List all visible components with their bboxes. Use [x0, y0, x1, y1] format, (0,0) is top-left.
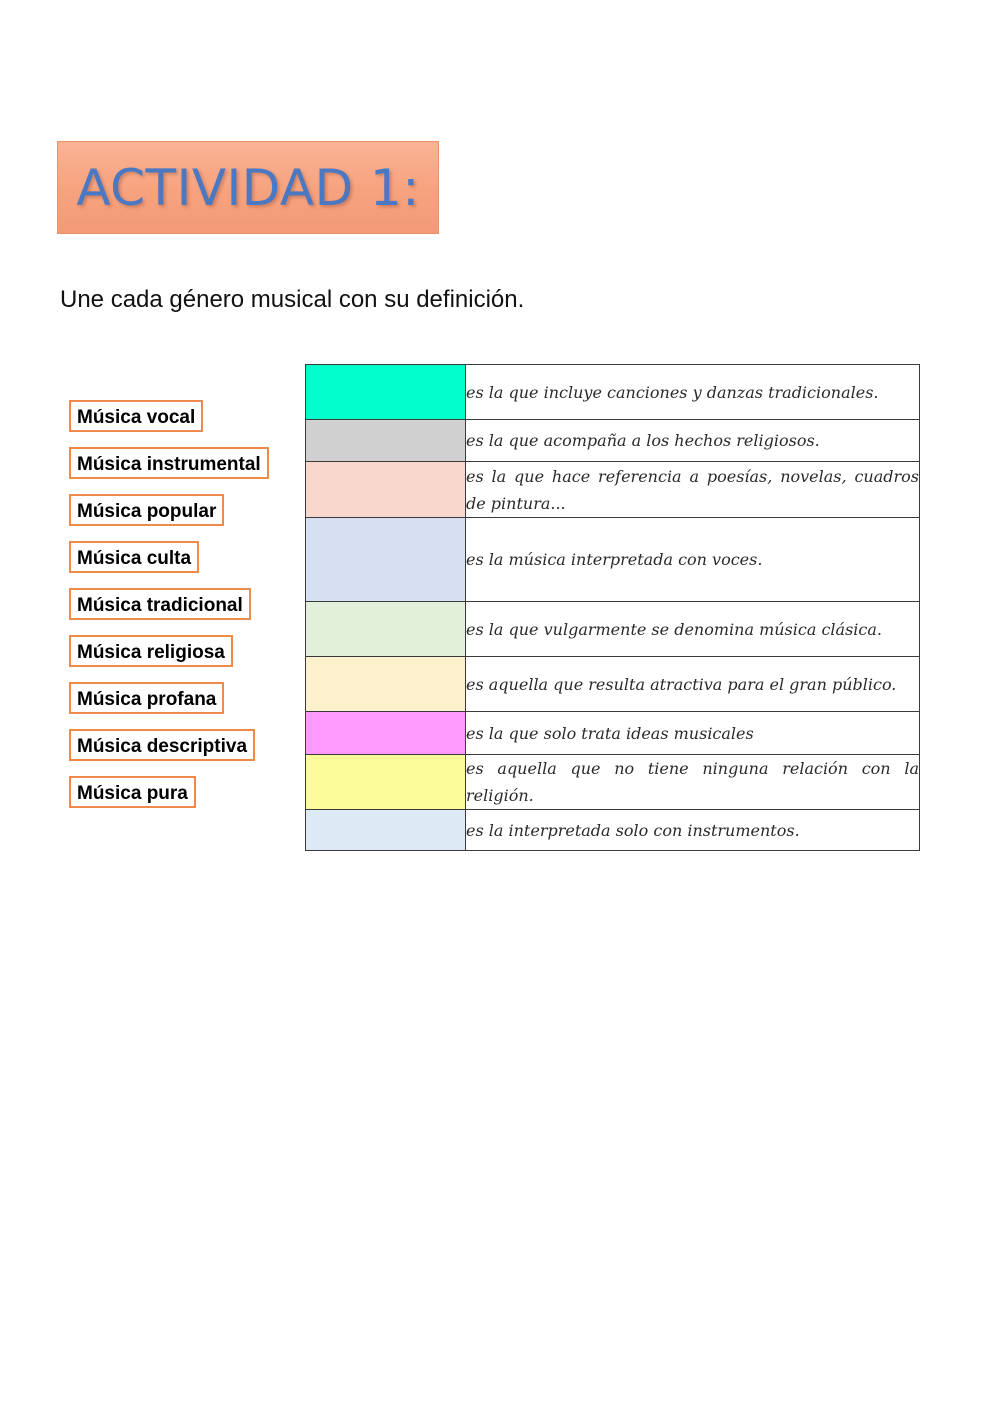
table-row [306, 810, 920, 851]
table-row [306, 712, 920, 755]
drop-slot-2[interactable] [306, 420, 466, 462]
genre-label-popular[interactable]: Música popular [69, 494, 224, 526]
genre-label-pura[interactable]: Música pura [69, 776, 196, 808]
definition-text: es aquella que no tiene ninguna relación con la religión. [466, 755, 920, 810]
drop-slot-9[interactable] [306, 810, 466, 851]
drop-slot-3[interactable] [306, 462, 466, 518]
drop-slot-6[interactable] [306, 657, 466, 712]
definition-text: es la que solo trata ideas musicales [466, 712, 920, 755]
genre-label-profana[interactable]: Música profana [69, 682, 224, 714]
definition-text: es la interpretada solo con instrumentos. [466, 810, 920, 851]
table-row [306, 602, 920, 657]
table-row [306, 462, 920, 518]
table-row [306, 518, 920, 602]
drop-slot-1[interactable] [306, 365, 466, 420]
table-row [306, 420, 920, 462]
genre-label-descriptiva[interactable]: Música descriptiva [69, 729, 255, 761]
definition-text: es la música interpretada con voces. [466, 518, 920, 602]
definition-text: es la que acompaña a los hechos religiosos. [466, 420, 920, 462]
genre-label-religiosa[interactable]: Música religiosa [69, 635, 233, 667]
drop-slot-5[interactable] [306, 602, 466, 657]
genre-label-vocal[interactable]: Música vocal [69, 400, 203, 432]
definition-text: es la que hace referencia a poesías, novelas, cuadros de pintura... [466, 462, 920, 518]
definition-text: es la que incluye canciones y danzas tradicionales. [466, 365, 920, 420]
activity-title: ACTIVIDAD 1: [76, 158, 420, 217]
definition-text: es aquella que resulta atractiva para el gran público. [466, 657, 920, 712]
table-row [306, 365, 920, 420]
genre-label-tradicional[interactable]: Música tradicional [69, 588, 251, 620]
drop-slot-7[interactable] [306, 712, 466, 755]
table-row [306, 657, 920, 712]
drop-slot-4[interactable] [306, 518, 466, 602]
genre-label-instrumental[interactable]: Música instrumental [69, 447, 269, 479]
table-row [306, 755, 920, 810]
definition-text: es la que vulgarmente se denomina música clásica. [466, 602, 920, 657]
definitions-table [305, 364, 920, 851]
activity-title-banner [57, 141, 439, 234]
drop-slot-8[interactable] [306, 755, 466, 810]
genre-label-culta[interactable]: Música culta [69, 541, 199, 573]
instruction-text: Une cada género musical con su definición. [60, 286, 525, 313]
